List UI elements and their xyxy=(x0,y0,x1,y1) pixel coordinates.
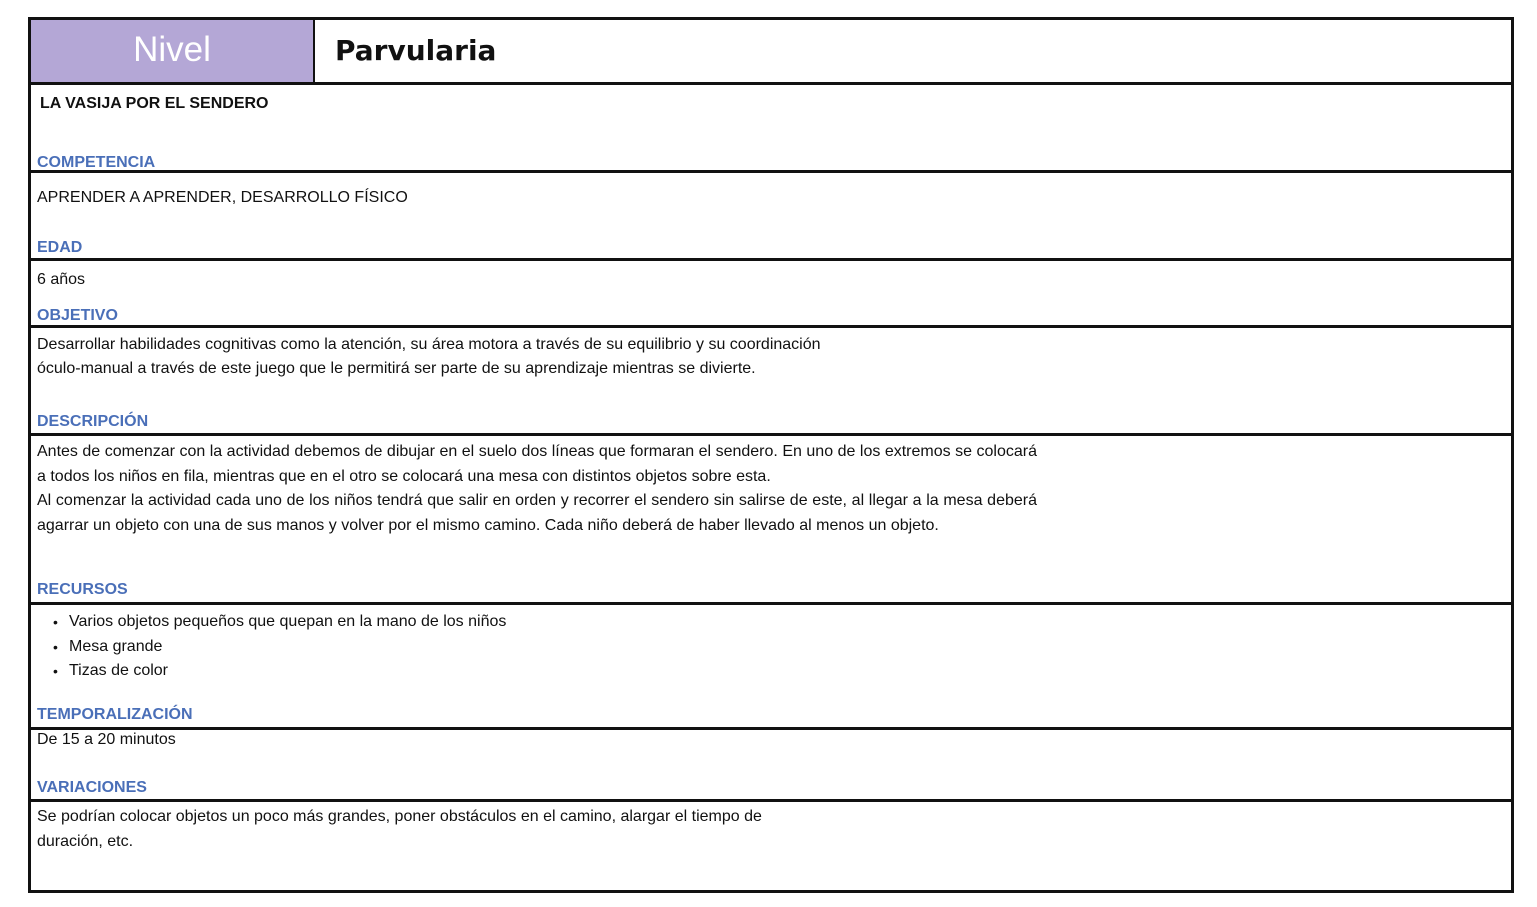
competencia-text: APRENDER A APRENDER, DESARROLLO FÍSICO xyxy=(37,189,408,206)
temporalizacion-heading: TEMPORALIZACIÓN xyxy=(37,706,193,723)
bullet-icon: • xyxy=(53,663,58,679)
list-item: • Mesa grande xyxy=(53,635,506,660)
edad-text: 6 años xyxy=(37,271,86,288)
temporalizacion-text: De 15 a 20 minutos xyxy=(37,731,176,748)
activity-title: LA VASIJA POR EL SENDERO xyxy=(40,95,269,112)
level-value: Parvularia xyxy=(335,34,497,67)
descripcion-heading: DESCRIPCIÓN xyxy=(37,413,149,430)
bullet-icon: • xyxy=(53,638,58,655)
objetivo-line-1: Desarrollar habilidades cognitivas como la atención, su área motora a través de su equilibrio y su coordinación xyxy=(37,336,821,353)
recursos-heading: RECURSOS xyxy=(37,581,128,598)
divider xyxy=(31,325,1511,328)
divider xyxy=(31,799,1511,802)
variaciones-line-1: Se podrían colocar objetos un poco más grandes, poner obstáculos en el camino, alargar el tiempo de xyxy=(37,808,762,825)
edad-heading: EDAD xyxy=(37,239,83,256)
objetivo-line-2: óculo-manual a través de este juego que le permitirá ser parte de su aprendizaje mientras se divierte. xyxy=(37,360,756,377)
competencia-heading: COMPETENCIA xyxy=(37,154,156,171)
divider xyxy=(31,727,1511,730)
bullet-icon: • xyxy=(53,614,58,630)
descripcion-paragraph-1: Antes de comenzar con la actividad debemos de dibujar en el suelo dos líneas que formaran el sendero. En uno de los extremos se colocará a todos los niños en fila, mientras que en el otro se colocará una mesa con distintos objetos sobre esta. xyxy=(37,443,1037,485)
divider xyxy=(31,602,1511,605)
divider xyxy=(31,258,1511,261)
list-item: • Varios objetos pequeños que quepan en la mano de los niños xyxy=(53,610,506,635)
divider xyxy=(31,433,1511,436)
divider xyxy=(31,170,1511,173)
level-label: Nivel xyxy=(31,20,315,82)
list-item: • Tizas de color xyxy=(53,659,506,684)
activity-sheet xyxy=(28,17,1514,893)
level-header xyxy=(31,20,1511,85)
recursos-list xyxy=(53,610,506,684)
variaciones-line-2: duración, etc. xyxy=(37,833,134,850)
descripcion-paragraph-2: Al comenzar la actividad cada uno de los niños tendrá que salir en orden y recorrer el sendero sin salirse de este, al llegar a la mesa deberá agarrar un objeto con una de sus manos y volver por el mismo camino. Cada niño deberá de haber llevado al menos un objeto. xyxy=(37,492,1037,534)
objetivo-heading: OBJETIVO xyxy=(37,307,118,324)
variaciones-heading: VARIACIONES xyxy=(37,779,147,796)
